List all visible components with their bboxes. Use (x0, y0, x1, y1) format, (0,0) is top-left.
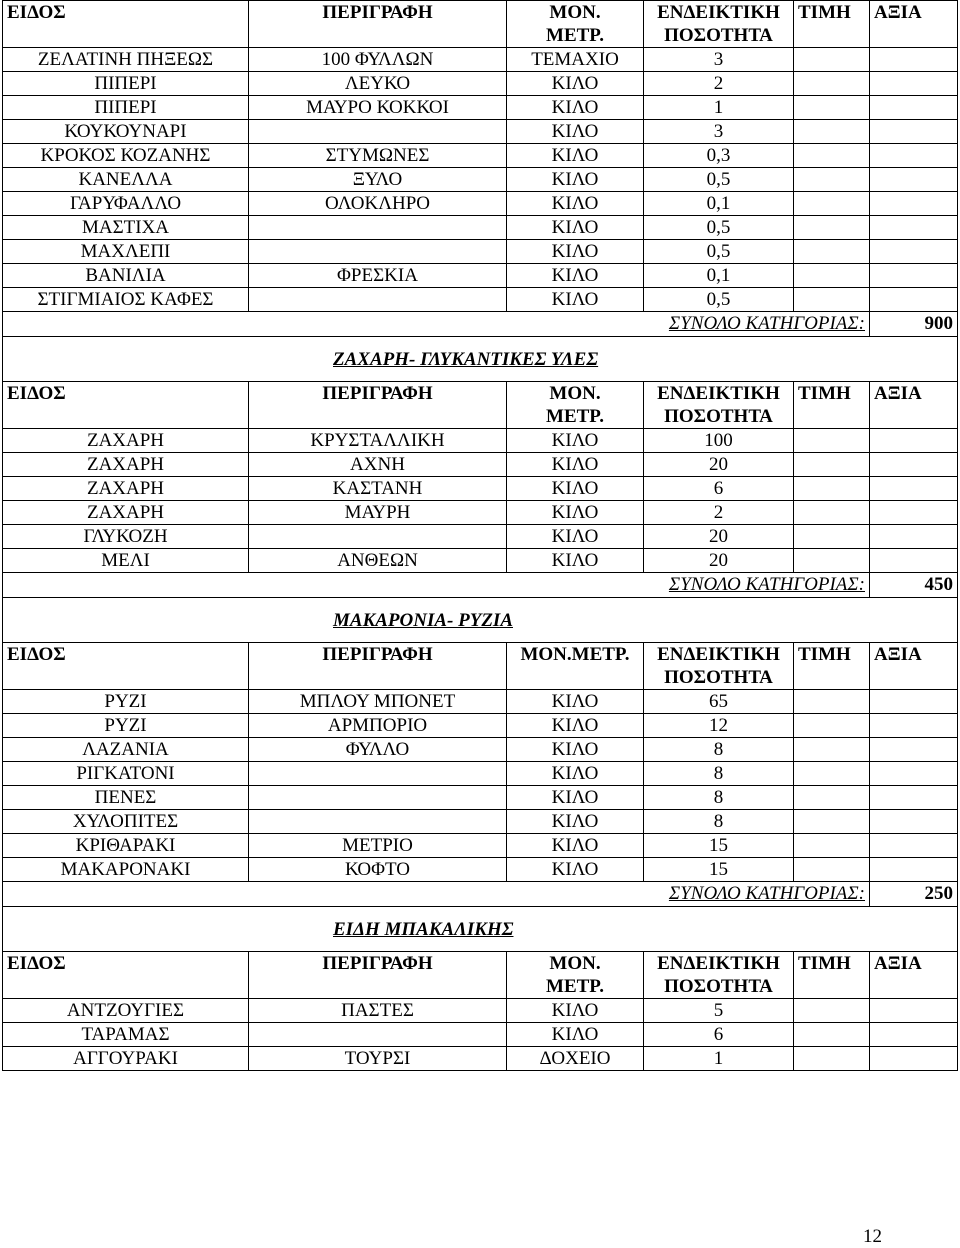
table-row (3, 1023, 958, 1047)
table-row (3, 834, 958, 858)
table-row (3, 549, 958, 573)
header-price: ΤΙΜΗ (794, 952, 870, 999)
cell-price (794, 501, 870, 525)
cell-item: ΖΑΧΑΡΗ (3, 429, 249, 453)
cell-price (794, 453, 870, 477)
cell-quantity: 8 (644, 762, 794, 786)
cell-quantity: 3 (644, 120, 794, 144)
cell-unit: ΚΙΛΟ (507, 120, 644, 144)
cell-quantity: 15 (644, 834, 794, 858)
category-total-row (3, 573, 958, 598)
cell-unit: ΚΙΛΟ (507, 525, 644, 549)
cell-description: ΚΟΦΤΟ (249, 858, 507, 882)
cell-value (870, 738, 958, 762)
cell-item: ΡΙΓΚΑΤΟΝΙ (3, 762, 249, 786)
cell-price (794, 690, 870, 714)
cell-item: ΧΥΛΟΠΙΤΕΣ (3, 810, 249, 834)
cell-price (794, 120, 870, 144)
cell-price (794, 834, 870, 858)
header-quantity (644, 952, 794, 999)
header-price: ΤΙΜΗ (794, 382, 870, 429)
cell-unit: ΚΙΛΟ (507, 714, 644, 738)
cell-quantity: 15 (644, 858, 794, 882)
header-quantity-line-2: ΠΟΣΟΤΗΤΑ (664, 976, 773, 997)
cell-unit: ΚΙΛΟ (507, 1023, 644, 1047)
cell-unit: ΚΙΛΟ (507, 738, 644, 762)
cell-price (794, 144, 870, 168)
cell-description: ΤΟΥΡΣΙ (249, 1047, 507, 1071)
header-unit-line-1: ΜΟΝ. (549, 383, 601, 404)
cell-quantity: 0,5 (644, 168, 794, 192)
table-row (3, 762, 958, 786)
header-value: ΑΞΙΑ (870, 952, 958, 999)
cell-item: ΛΑΖΑΝΙΑ (3, 738, 249, 762)
cell-unit: ΚΙΛΟ (507, 477, 644, 501)
header-unit (507, 1, 644, 48)
column-header-row (3, 952, 958, 999)
cell-unit: ΚΙΛΟ (507, 810, 644, 834)
header-value: ΑΞΙΑ (870, 643, 958, 690)
cell-item: ΒΑΝΙΛΙΑ (3, 264, 249, 288)
category-total-value: 450 (870, 573, 958, 598)
cell-quantity: 20 (644, 453, 794, 477)
table-row (3, 168, 958, 192)
cell-description: ΑΡΜΠΟΡΙΟ (249, 714, 507, 738)
cell-unit: ΚΙΛΟ (507, 168, 644, 192)
price-list-table (2, 0, 958, 1071)
cell-item: ΓΛΥΚΟΖΗ (3, 525, 249, 549)
price-list-body (3, 1, 958, 1071)
table-row (3, 72, 958, 96)
cell-quantity: 12 (644, 714, 794, 738)
cell-value (870, 501, 958, 525)
cell-value (870, 288, 958, 312)
category-title-row (3, 907, 958, 952)
header-quantity-line-1: ΕΝΔΕΙΚΤΙΚΗ (657, 383, 780, 404)
header-unit (507, 952, 644, 999)
cell-item: ΠΕΝΕΣ (3, 786, 249, 810)
cell-description: ΑΝΘΕΩΝ (249, 549, 507, 573)
table-row (3, 264, 958, 288)
table-row (3, 690, 958, 714)
cell-quantity: 65 (644, 690, 794, 714)
table-row (3, 192, 958, 216)
header-unit-line-1: ΜΟΝ. (549, 953, 601, 974)
cell-item: ΑΝΤΖΟΥΓΙΕΣ (3, 999, 249, 1023)
header-description: ΠΕΡΙΓΡΑΦΗ (249, 952, 507, 999)
cell-quantity: 0,1 (644, 192, 794, 216)
cell-value (870, 690, 958, 714)
cell-unit: ΚΙΛΟ (507, 216, 644, 240)
cell-unit: ΚΙΛΟ (507, 690, 644, 714)
cell-value (870, 240, 958, 264)
cell-price (794, 786, 870, 810)
cell-value (870, 810, 958, 834)
cell-quantity: 100 (644, 429, 794, 453)
category-total-value: 900 (870, 312, 958, 337)
cell-value (870, 1047, 958, 1071)
header-quantity (644, 1, 794, 48)
table-row (3, 714, 958, 738)
cell-description (249, 762, 507, 786)
header-quantity-line-1: ΕΝΔΕΙΚΤΙΚΗ (657, 644, 780, 665)
cell-price (794, 525, 870, 549)
category-title-row (3, 598, 958, 643)
cell-item: ΡΥΖΙ (3, 714, 249, 738)
cell-unit: ΔΟΧΕΙΟ (507, 1047, 644, 1071)
header-item: ΕΙΔΟΣ (3, 1, 249, 48)
cell-unit: ΚΙΛΟ (507, 240, 644, 264)
table-row (3, 216, 958, 240)
cell-description (249, 288, 507, 312)
cell-value (870, 168, 958, 192)
cell-price (794, 48, 870, 72)
cell-unit: ΚΙΛΟ (507, 786, 644, 810)
table-row (3, 240, 958, 264)
cell-item: ΣΤΙΓΜΙΑΙΟΣ ΚΑΦΕΣ (3, 288, 249, 312)
cell-description (249, 240, 507, 264)
column-header-row (3, 382, 958, 429)
cell-price (794, 429, 870, 453)
table-row (3, 429, 958, 453)
cell-price (794, 738, 870, 762)
cell-unit: ΚΙΛΟ (507, 549, 644, 573)
cell-value (870, 858, 958, 882)
category-title: ΜΑΚΑΡΟΝΙΑ- ΡΥΖΙΑ (3, 598, 958, 643)
header-value: ΑΞΙΑ (870, 382, 958, 429)
cell-quantity: 1 (644, 1047, 794, 1071)
cell-quantity: 6 (644, 1023, 794, 1047)
cell-quantity: 0,5 (644, 240, 794, 264)
table-row (3, 1047, 958, 1071)
category-total-label: ΣΥΝΟΛΟ ΚΑΤΗΓΟΡΙΑΣ: (3, 882, 870, 907)
cell-value (870, 72, 958, 96)
header-unit-line-2: ΜΕΤΡ. (546, 976, 604, 997)
cell-description: ΜΠΛΟΥ ΜΠΟΝΕΤ (249, 690, 507, 714)
cell-unit: ΚΙΛΟ (507, 501, 644, 525)
cell-description: ΜΑΥΡΗ (249, 501, 507, 525)
header-quantity-line-1: ΕΝΔΕΙΚΤΙΚΗ (657, 953, 780, 974)
cell-price (794, 192, 870, 216)
table-row (3, 999, 958, 1023)
cell-unit: ΚΙΛΟ (507, 999, 644, 1023)
cell-price (794, 858, 870, 882)
cell-price (794, 216, 870, 240)
cell-price (794, 999, 870, 1023)
cell-unit: ΚΙΛΟ (507, 858, 644, 882)
cell-description: ΚΑΣΤΑΝΗ (249, 477, 507, 501)
header-unit-line-2: ΜΕΤΡ. (546, 25, 604, 46)
header-item: ΕΙΔΟΣ (3, 952, 249, 999)
cell-description: ΦΡΕΣΚΙΑ (249, 264, 507, 288)
cell-item: ΜΑΣΤΙΧΑ (3, 216, 249, 240)
cell-unit: ΚΙΛΟ (507, 96, 644, 120)
cell-price (794, 264, 870, 288)
cell-value (870, 48, 958, 72)
cell-unit: ΤΕΜΑΧΙΟ (507, 48, 644, 72)
cell-value (870, 429, 958, 453)
header-unit (507, 382, 644, 429)
cell-description: ΠΑΣΤΕΣ (249, 999, 507, 1023)
cell-item: ΡΥΖΙ (3, 690, 249, 714)
cell-quantity: 1 (644, 96, 794, 120)
table-row (3, 525, 958, 549)
cell-unit: ΚΙΛΟ (507, 762, 644, 786)
cell-price (794, 1047, 870, 1071)
cell-description (249, 120, 507, 144)
header-quantity (644, 643, 794, 690)
cell-quantity: 5 (644, 999, 794, 1023)
header-unit: ΜΟΝ.ΜΕΤΡ. (507, 643, 644, 690)
category-total-label: ΣΥΝΟΛΟ ΚΑΤΗΓΟΡΙΑΣ: (3, 573, 870, 598)
cell-quantity: 6 (644, 477, 794, 501)
table-row (3, 810, 958, 834)
cell-value (870, 786, 958, 810)
cell-item: ΖΕΛΑΤΙΝΗ ΠΗΞΕΩΣ (3, 48, 249, 72)
cell-price (794, 1023, 870, 1047)
cell-description: ΚΡΥΣΤΑΛΛΙΚΗ (249, 429, 507, 453)
cell-description: ΛΕΥΚΟ (249, 72, 507, 96)
cell-item: ΤΑΡΑΜΑΣ (3, 1023, 249, 1047)
cell-quantity: 8 (644, 810, 794, 834)
cell-description (249, 216, 507, 240)
header-value: ΑΞΙΑ (870, 1, 958, 48)
cell-item: ΠΙΠΕΡΙ (3, 72, 249, 96)
header-unit-line-1: ΜΟΝ. (549, 2, 601, 23)
cell-quantity: 8 (644, 738, 794, 762)
cell-quantity: 0,5 (644, 216, 794, 240)
cell-quantity: 3 (644, 48, 794, 72)
cell-value (870, 120, 958, 144)
table-row (3, 48, 958, 72)
table-row (3, 501, 958, 525)
table-row (3, 786, 958, 810)
cell-description (249, 1023, 507, 1047)
cell-price (794, 72, 870, 96)
cell-value (870, 999, 958, 1023)
header-quantity-line-2: ΠΟΣΟΤΗΤΑ (664, 667, 773, 688)
cell-value (870, 477, 958, 501)
table-row (3, 477, 958, 501)
cell-price (794, 96, 870, 120)
cell-unit: ΚΙΛΟ (507, 72, 644, 96)
cell-price (794, 288, 870, 312)
cell-value (870, 1023, 958, 1047)
category-total-label: ΣΥΝΟΛΟ ΚΑΤΗΓΟΡΙΑΣ: (3, 312, 870, 337)
cell-price (794, 714, 870, 738)
cell-description: 100 ΦΥΛΛΩΝ (249, 48, 507, 72)
category-total-row (3, 312, 958, 337)
header-description: ΠΕΡΙΓΡΑΦΗ (249, 382, 507, 429)
cell-quantity: 0,5 (644, 288, 794, 312)
cell-quantity: 0,3 (644, 144, 794, 168)
cell-unit: ΚΙΛΟ (507, 453, 644, 477)
cell-item: ΠΙΠΕΡΙ (3, 96, 249, 120)
cell-value (870, 549, 958, 573)
header-item: ΕΙΔΟΣ (3, 643, 249, 690)
table-row (3, 144, 958, 168)
cell-description (249, 810, 507, 834)
cell-value (870, 96, 958, 120)
table-row (3, 453, 958, 477)
header-quantity-line-2: ΠΟΣΟΤΗΤΑ (664, 25, 773, 46)
cell-price (794, 810, 870, 834)
cell-price (794, 168, 870, 192)
header-quantity-line-1: ΕΝΔΕΙΚΤΙΚΗ (657, 2, 780, 23)
cell-price (794, 762, 870, 786)
cell-description: ΜΑΥΡΟ ΚΟΚΚΟΙ (249, 96, 507, 120)
cell-item: ΓΑΡΥΦΑΛΛΟ (3, 192, 249, 216)
cell-item: ΜΕΛΙ (3, 549, 249, 573)
cell-price (794, 240, 870, 264)
cell-item: ΑΓΓΟΥΡΑΚΙ (3, 1047, 249, 1071)
category-title: ΖΑΧΑΡΗ- ΓΛΥΚΑΝΤΙΚΕΣ ΥΛΕΣ (3, 337, 958, 382)
column-header-row (3, 643, 958, 690)
header-price: ΤΙΜΗ (794, 1, 870, 48)
cell-value (870, 834, 958, 858)
cell-value (870, 525, 958, 549)
cell-item: ΖΑΧΑΡΗ (3, 453, 249, 477)
cell-description (249, 525, 507, 549)
table-row (3, 858, 958, 882)
cell-quantity: 20 (644, 525, 794, 549)
cell-unit: ΚΙΛΟ (507, 264, 644, 288)
cell-value (870, 216, 958, 240)
cell-item: ΜΑΚΑΡΟΝΑΚΙ (3, 858, 249, 882)
header-quantity-line-2: ΠΟΣΟΤΗΤΑ (664, 406, 773, 427)
header-price: ΤΙΜΗ (794, 643, 870, 690)
cell-quantity: 0,1 (644, 264, 794, 288)
cell-description: ΑΧΝΗ (249, 453, 507, 477)
cell-item: ΚΡΙΘΑΡΑΚΙ (3, 834, 249, 858)
category-total-row (3, 882, 958, 907)
cell-quantity: 2 (644, 72, 794, 96)
cell-quantity: 2 (644, 501, 794, 525)
cell-description (249, 786, 507, 810)
category-total-value: 250 (870, 882, 958, 907)
cell-item: ΖΑΧΑΡΗ (3, 477, 249, 501)
cell-quantity: 20 (644, 549, 794, 573)
cell-price (794, 477, 870, 501)
cell-item: ΚΑΝΕΛΛΑ (3, 168, 249, 192)
cell-value (870, 192, 958, 216)
cell-unit: ΚΙΛΟ (507, 192, 644, 216)
cell-value (870, 714, 958, 738)
cell-description: ΦΥΛΛΟ (249, 738, 507, 762)
cell-unit: ΚΙΛΟ (507, 288, 644, 312)
category-title-row (3, 337, 958, 382)
cell-value (870, 144, 958, 168)
cell-value (870, 762, 958, 786)
cell-description: ΞΥΛΟ (249, 168, 507, 192)
table-row (3, 738, 958, 762)
cell-item: ΜΑΧΛΕΠΙ (3, 240, 249, 264)
cell-description: ΟΛΟΚΛΗΡΟ (249, 192, 507, 216)
cell-unit: ΚΙΛΟ (507, 834, 644, 858)
header-description: ΠΕΡΙΓΡΑΦΗ (249, 643, 507, 690)
table-row (3, 120, 958, 144)
page-number: 12 (863, 1226, 882, 1247)
cell-quantity: 8 (644, 786, 794, 810)
header-quantity (644, 382, 794, 429)
cell-unit: ΚΙΛΟ (507, 144, 644, 168)
header-item: ΕΙΔΟΣ (3, 382, 249, 429)
header-description: ΠΕΡΙΓΡΑΦΗ (249, 1, 507, 48)
cell-description: ΣΤΥΜΩΝΕΣ (249, 144, 507, 168)
table-row (3, 96, 958, 120)
cell-value (870, 264, 958, 288)
column-header-row (3, 1, 958, 48)
cell-item: ΚΟΥΚΟΥΝΑΡΙ (3, 120, 249, 144)
category-title: ΕΙΔΗ ΜΠΑΚΑΛΙΚΗΣ (3, 907, 958, 952)
cell-unit: ΚΙΛΟ (507, 429, 644, 453)
cell-price (794, 549, 870, 573)
cell-item: ΖΑΧΑΡΗ (3, 501, 249, 525)
cell-item: ΚΡΟΚΟΣ ΚΟΖΑΝΗΣ (3, 144, 249, 168)
cell-value (870, 453, 958, 477)
cell-description: ΜΕΤΡΙΟ (249, 834, 507, 858)
header-unit-line-2: ΜΕΤΡ. (546, 406, 604, 427)
table-row (3, 288, 958, 312)
